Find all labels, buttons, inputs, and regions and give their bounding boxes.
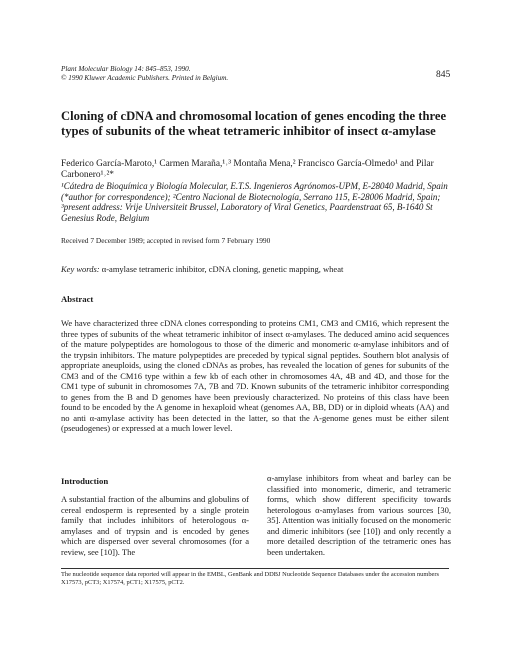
introduction-left-column: A substantial fraction of the albumins and globulins of cereal endosperm is represented by a single protein family that includes inhibitors of heterologous α-amylases and of trypsin and is encoded by genes which are dispersed over several chromosomes (for a review, see [10]). The [61,494,249,557]
abstract-body: We have characterized three cDNA clones corresponding to proteins CM1, CM3 and CM16, which represent the three types of subunits of the wheat tetrameric inhibitor of insect α-amylases. The deduced amino acid sequences of the mature polypeptides are homologous to those of the dimeric and monomeric α-amylase inhibitors and of the trypsin inhibitors. The mature polypeptides are preceded by typical signal peptides. Southern blot analysis of appropriate aneuploids, using the cloned cDNAs as probes, has revealed the location of genes for subunits of the CM3 and of the CM16 type within a few kb of each other in chromosomes 4A, 4B and 4D, and those for the CM1 type of subunit in chromosomes 7A, 7B and 7D. Known subunits of the tetrameric inhibitor corresponding to genes from the B and D genomes have been previously characterized. No proteins of this class have been found to be encoded by the A genome in hexaploid wheat (genomes AA, BB, DD) or in diploid wheats (AA) and no anti α-amylase activity has been detected in the latter, so that the A-genome genes must be either silent (pseudogenes) or expressed at a much lower level. [61,318,449,433]
footnote: The nucleotide sequence data reported will appear in the EMBL, GenBank and DDBJ Nucleotide Sequence Databases under the accession numbers X17573, pCT3; X17574, pCT1; X17575, pCT2. [61,571,439,586]
introduction-right-column: α-amylase inhibitors from wheat and barley can be classified into monomeric, dimeric, and tetrameric forms, which show different specificity towards heterologous α-amylases from various sources [30, 35]. Attention was initially focused on the monomeric and dimeric inhibitors (see [10]) and only recently a more detailed description of the tetrameric ones has been undertaken. [267,473,451,557]
running-header [61,65,228,82]
article-title: Cloning of cDNA and chromosomal location of genes encoding the three types of subunits of the wheat tetrameric inhibitor of insect α-amylase [61,109,447,138]
received-dates: Received 7 December 1989; accepted in revised form 7 February 1990 [61,236,271,245]
introduction-heading: Introduction [61,476,109,486]
author-affiliations: ¹Cátedra de Bioquímica y Biología Molecular, E.T.S. Ingenieros Agrónomos-UPM, E-28040 Madrid, Spain (*author for correspondence); ²Centro Nacional de Biotecnología, Serrano 115, E-28006 Madrid, Spain; ³present address: Vrije Universiteit Brussel, Laboratory of Viral Genetics, Paardenstraat 65, B-1640 St Genesius Rode, Belgium [61,181,448,224]
page-number: 845 [436,70,451,80]
keywords-label: Key words: [61,264,100,274]
journal-citation: Plant Molecular Biology 14: 845–853, 1990. [61,65,191,73]
keywords [61,264,461,274]
keywords-text: α-amylase tetrameric inhibitor, cDNA cloning, genetic mapping, wheat [99,264,344,274]
author-list: Federico García-Maroto,¹ Carmen Maraña,¹˒³ Montaña Mena,² Francisco García-Olmedo¹ and Pilar Carbonero¹˒²* [61,159,434,181]
publisher-line: © 1990 Kluwer Academic Publishers. Printed in Belgium. [61,73,229,82]
abstract-heading: Abstract [61,294,94,304]
footnote-divider [61,568,449,569]
